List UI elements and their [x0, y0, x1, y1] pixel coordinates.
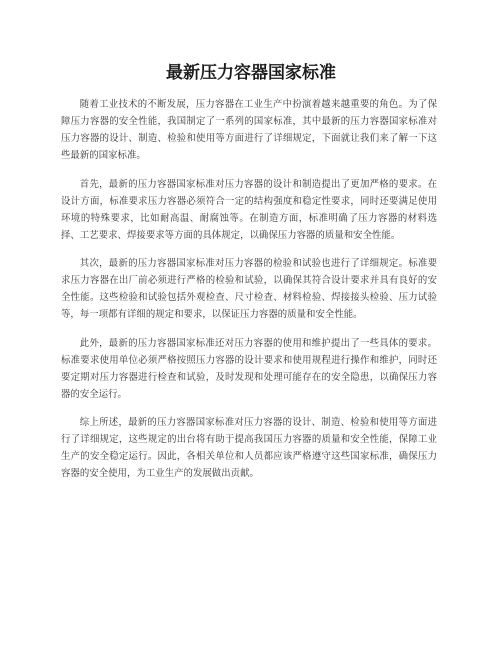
paragraph-intro: 随着工业技术的不断发展，压力容器在工业生产中扮演着越来越重要的角色。为了保障压力容器的安全性能，我国制定了一系列的国家标准，其中最新的压力容器国家标准对压力容器的设计、制造、检验和使用等方面进行了详细规定，下面就让我们来了解一下这些最新的国家标准。: [61, 99, 437, 161]
paragraph-inspection-testing: 其次，最新的压力容器国家标准对压力容器的检验和试验也进行了详细规定。标准要求压力容器在出厂前必须进行严格的检验和试验，以确保其符合设计要求并具有良好的安全性能。这些检验和试验包括外观检查、尺寸检查、材料检验、焊接接头检验、压力试验等，每一项都有详细的规定和要求，以保证压力容器的质量和安全性能。: [61, 258, 437, 320]
document-title: 最新压力容器国家标准: [166, 63, 336, 83]
paragraph-design-manufacture: 首先，最新的压力容器国家标准对压力容器的设计和制造提出了更加严格的要求。在设计方面，标准要求压力容器必须符合一定的结构强度和稳定性要求，同时还要满足使用环境的特殊要求，比如耐高温、耐腐蚀等。在制造方面，标准明确了压力容器的材料选择、工艺要求、焊接要求等方面的具体规定，以确保压力容器的质量和安全性能。: [61, 178, 437, 241]
paragraph-use-maintenance: 此外，最新的压力容器国家标准还对压力容器的使用和维护提出了一些具体的要求。标准要求使用单位必须严格按照压力容器的设计要求和使用规程进行操作和维护，同时还要定期对压力容器进行检查和试验，及时发现和处理可能存在的安全隐患，以确保压力容器的安全运行。: [61, 337, 437, 400]
document-body: [61, 96, 437, 494]
paragraph-conclusion: 综上所述，最新的压力容器国家标准对压力容器的设计、制造、检验和使用等方面进行了详细规定，这些规定的出台将有助于提高我国压力容器的质量和安全性能，保障工业生产的安全稳定运行。因此，各相关单位和人员都应该严格遵守这些国家标准，确保压力容器的安全使用，为工业生产的发展做出贡献。: [61, 417, 437, 479]
